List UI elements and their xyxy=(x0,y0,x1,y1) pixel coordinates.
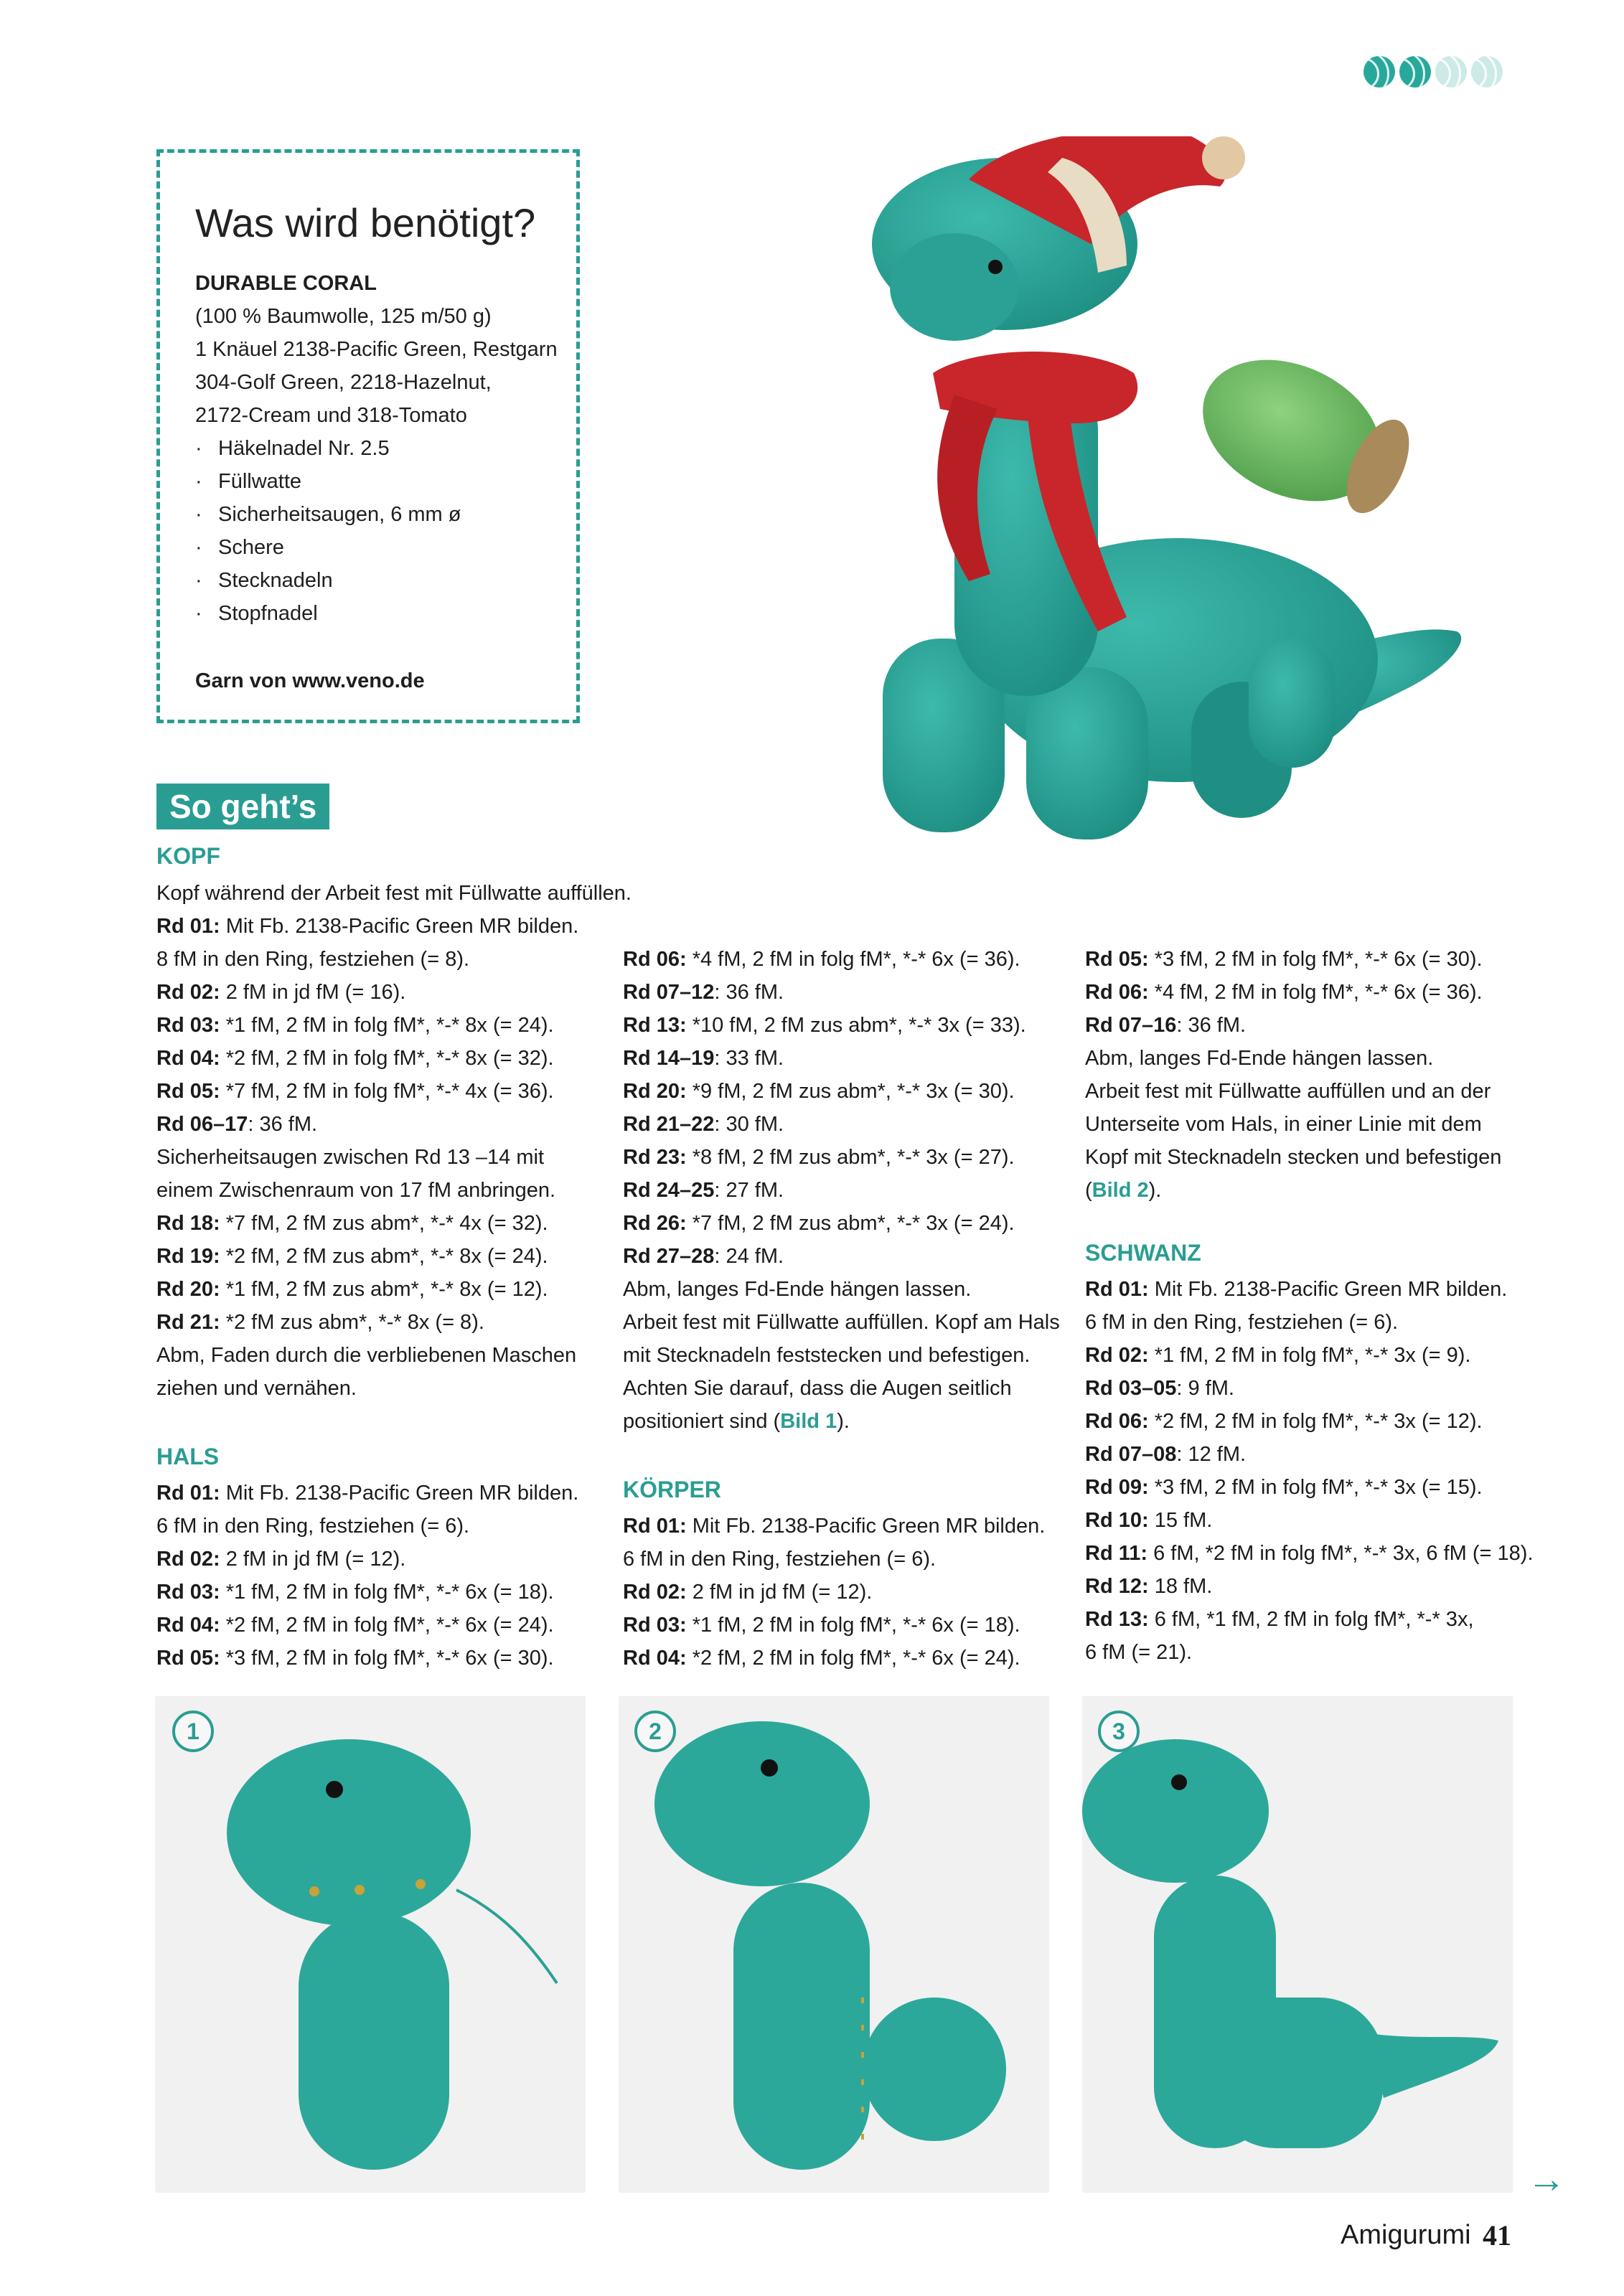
kopf-line: Rd 05: *7 fM, 2 fM in folg fM*, *-* 4x (= 36). xyxy=(156,1080,554,1103)
material-bullet: · Stecknadeln xyxy=(195,569,333,592)
col2-line: Rd 26: *7 fM, 2 fM zus abm*, *-* 3x (= 24). xyxy=(623,1212,1015,1235)
material-bullet: · Stopfnadel xyxy=(195,602,318,625)
col2-line: Rd 23: *8 fM, 2 fM zus abm*, *-* 3x (= 27). xyxy=(623,1146,1015,1169)
material-bullet: · Schere xyxy=(195,536,284,559)
col3-line: Unterseite vom Hals, in einer Linie mit dem xyxy=(1085,1113,1482,1136)
bild-1-link[interactable]: Bild 1 xyxy=(780,1410,837,1433)
schwanz-line: Rd 11: 6 fM, *2 fM in folg fM*, *-* 3x, 6 fM (= 18). xyxy=(1085,1542,1534,1565)
page-number: 41 xyxy=(1483,2219,1511,2252)
kopf-line: Rd 21: *2 fM zus abm*, *-* 8x (= 8). xyxy=(156,1311,484,1334)
col2-line: Abm, langes Fd-Ende hängen lassen. xyxy=(623,1278,972,1301)
schwanz-line: Rd 01: Mit Fb. 2138-Pacific Green MR bilden. xyxy=(1085,1278,1508,1301)
material-line: 1 Knäuel 2138-Pacific Green, Restgarn xyxy=(195,338,558,361)
col2-line: Rd 07–12: 36 fM. xyxy=(623,981,784,1004)
col2-line: Rd 06: *4 fM, 2 fM in folg fM*, *-* 6x (= 36). xyxy=(623,948,1020,971)
next-page-arrow-icon[interactable]: → xyxy=(1527,2158,1566,2201)
col2-line: Rd 24–25: 27 fM. xyxy=(623,1179,784,1202)
koerper-line: Rd 02: 2 fM in jd fM (= 12). xyxy=(623,1581,873,1604)
step-photo-1 xyxy=(155,1696,586,2193)
yarn-ball-icon xyxy=(1471,56,1503,88)
hals-line: Rd 04: *2 fM, 2 fM in folg fM*, *-* 6x (= 24). xyxy=(156,1614,554,1637)
photo-badge: 1 xyxy=(172,1711,214,1752)
kopf-line: Kopf während der Arbeit fest mit Füllwatte auffüllen. xyxy=(156,882,632,905)
section-heading: So geht’s xyxy=(156,784,329,829)
material-bullet: · Sicherheitsaugen, 6 mm ø xyxy=(195,503,461,526)
schwanz-line: 6 fM (= 21). xyxy=(1085,1641,1193,1664)
koerper-line: Rd 04: *2 fM, 2 fM in folg fM*, *-* 6x (= 24). xyxy=(623,1647,1020,1670)
yarn-name: DURABLE CORAL xyxy=(195,272,377,295)
material-line: 2172-Cream und 318-Tomato xyxy=(195,404,467,427)
col2-line: Achten Sie darauf, dass die Augen seitlich xyxy=(623,1377,1012,1400)
col3-line: Rd 05: *3 fM, 2 fM in folg fM*, *-* 6x (= 30). xyxy=(1085,948,1483,971)
hals-line: 6 fM in den Ring, festziehen (= 6). xyxy=(156,1515,470,1538)
col2-line: Rd 13: *10 fM, 2 fM zus abm*, *-* 3x (= 33). xyxy=(623,1014,1026,1037)
kopf-line: Rd 02: 2 fM in jd fM (= 16). xyxy=(156,981,406,1004)
kopf-line: ziehen und vernähen. xyxy=(156,1377,357,1400)
magazine-name: Amigurumi xyxy=(1341,2220,1471,2250)
kopf-line: Rd 19: *2 fM, 2 fM zus abm*, *-* 8x (= 24). xyxy=(156,1245,548,1268)
hals-line: Rd 01: Mit Fb. 2138-Pacific Green MR bilden. xyxy=(156,1482,579,1505)
schwanz-line: Rd 02: *1 fM, 2 fM in folg fM*, *-* 3x (= 9). xyxy=(1085,1344,1471,1367)
schwanz-line: Rd 07–08: 12 fM. xyxy=(1085,1443,1247,1466)
schwanz-line: Rd 09: *3 fM, 2 fM in folg fM*, *-* 3x (= 15). xyxy=(1085,1476,1483,1499)
kopf-line: Sicherheitsaugen zwischen Rd 13 –14 mit xyxy=(156,1146,545,1169)
schwanz-line: Rd 13: 6 fM, *1 fM, 2 fM in folg fM*, *-* 3x, xyxy=(1085,1608,1474,1631)
col3-line: Rd 07–16: 36 fM. xyxy=(1085,1014,1247,1037)
difficulty-indicator xyxy=(1363,56,1503,88)
col3-line: (Bild 2). xyxy=(1085,1179,1162,1202)
step-photo-2 xyxy=(619,1696,1049,2193)
yarn-source: Garn von www.veno.de xyxy=(195,669,425,692)
schwanz-title: SCHWANZ xyxy=(1085,1240,1201,1266)
hero-photo xyxy=(789,136,1507,897)
koerper-line: 6 fM in den Ring, festziehen (= 6). xyxy=(623,1548,937,1571)
photo-badge: 3 xyxy=(1098,1711,1140,1752)
kopf-line: Rd 01: Mit Fb. 2138-Pacific Green MR bilden. xyxy=(156,915,579,938)
yarn-ball-icon xyxy=(1363,56,1395,88)
koerper-line: Rd 03: *1 fM, 2 fM in folg fM*, *-* 6x (= 18). xyxy=(623,1614,1020,1637)
material-line: (100 % Baumwolle, 125 m/50 g) xyxy=(195,305,492,328)
col2-line: Rd 27–28: 24 fM. xyxy=(623,1245,784,1268)
kopf-line: 8 fM in den Ring, festziehen (= 8). xyxy=(156,948,470,971)
col2-line: Arbeit fest mit Füllwatte auffüllen. Kopf am Hals xyxy=(623,1311,1060,1334)
col2-line: mit Stecknadeln feststecken und befestigen. xyxy=(623,1344,1031,1367)
kopf-line: Rd 04: *2 fM, 2 fM in folg fM*, *-* 8x (= 32). xyxy=(156,1047,554,1070)
schwanz-line: 6 fM in den Ring, festziehen (= 6). xyxy=(1085,1311,1399,1334)
col3-line: Arbeit fest mit Füllwatte auffüllen und an der xyxy=(1085,1080,1491,1103)
bild-2-link[interactable]: Bild 2 xyxy=(1092,1179,1149,1202)
col3-line: Rd 06: *4 fM, 2 fM in folg fM*, *-* 6x (= 36). xyxy=(1085,981,1483,1004)
kopf-title: KOPF xyxy=(156,843,220,869)
hals-line: Rd 02: 2 fM in jd fM (= 12). xyxy=(156,1548,406,1571)
col2-line: Rd 14–19: 33 fM. xyxy=(623,1047,784,1070)
kopf-line: Rd 18: *7 fM, 2 fM zus abm*, *-* 4x (= 32). xyxy=(156,1212,548,1235)
kopf-line: Rd 20: *1 fM, 2 fM zus abm*, *-* 8x (= 12). xyxy=(156,1278,548,1301)
yarn-ball-icon xyxy=(1399,56,1431,88)
hals-line: Rd 05: *3 fM, 2 fM in folg fM*, *-* 6x (= 30). xyxy=(156,1647,554,1670)
kopf-line: Rd 06–17: 36 fM. xyxy=(156,1113,318,1136)
schwanz-line: Rd 10: 15 fM. xyxy=(1085,1509,1213,1532)
col3-line: Kopf mit Stecknadeln stecken und befestigen xyxy=(1085,1146,1502,1169)
yarn-ball-icon xyxy=(1435,56,1467,88)
kopf-line: Rd 03: *1 fM, 2 fM in folg fM*, *-* 8x (= 24). xyxy=(156,1014,554,1037)
schwanz-line: Rd 03–05: 9 fM. xyxy=(1085,1377,1234,1400)
hals-title: HALS xyxy=(156,1444,220,1469)
step-photo-3 xyxy=(1082,1696,1513,2193)
schwanz-line: Rd 12: 18 fM. xyxy=(1085,1575,1213,1598)
materials-title: Was wird benötigt? xyxy=(195,200,536,245)
photo-badge: 2 xyxy=(634,1711,676,1752)
koerper-line: Rd 01: Mit Fb. 2138-Pacific Green MR bilden. xyxy=(623,1515,1046,1538)
schwanz-line: Rd 06: *2 fM, 2 fM in folg fM*, *-* 3x (= 12). xyxy=(1085,1410,1483,1433)
hals-line: Rd 03: *1 fM, 2 fM in folg fM*, *-* 6x (= 18). xyxy=(156,1581,554,1604)
material-bullet: · Füllwatte xyxy=(195,470,302,493)
koerper-title: KÖRPER xyxy=(623,1477,721,1502)
col3-line: Abm, langes Fd-Ende hängen lassen. xyxy=(1085,1047,1434,1070)
material-bullet: · Häkelnadel Nr. 2.5 xyxy=(195,437,390,460)
col2-line: positioniert sind (Bild 1). xyxy=(623,1410,850,1433)
kopf-line: einem Zwischenraum von 17 fM anbringen. xyxy=(156,1179,556,1202)
col2-line: Rd 20: *9 fM, 2 fM zus abm*, *-* 3x (= 30). xyxy=(623,1080,1015,1103)
kopf-line: Abm, Faden durch die verbliebenen Maschen xyxy=(156,1344,577,1367)
material-line: 304-Golf Green, 2218-Hazelnut, xyxy=(195,371,492,394)
col2-line: Rd 21–22: 30 fM. xyxy=(623,1113,784,1136)
